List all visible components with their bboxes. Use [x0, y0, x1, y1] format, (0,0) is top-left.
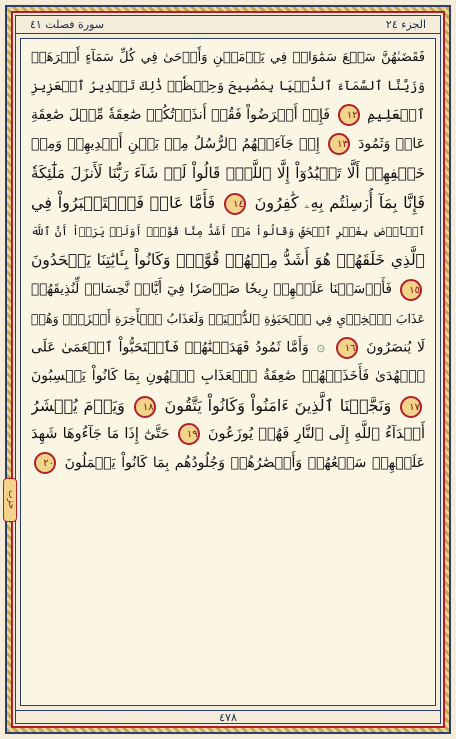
verse-text: فَقَضَىٰهُنَّ سَبۡعَ سَمَٰوَاتٖ فِي يَوۡمَيۡنِ وَأَوۡحَىٰ فِي كُلِّ سَمَآءٍ أَمۡرَهَاۚ — [31, 50, 425, 65]
ayah-number-marker: ١٢ — [338, 104, 360, 126]
verse-text: ٱلۡأَرۡضِ بِغَيۡرِ ٱلۡحَقِّ وَقَالُواْ مَنۡ أَشَدُّ مِنَّا قُوَّةًۖ أَوَلَمۡ يَرَوۡاْ أَنَّ ٱللَّهَ — [31, 225, 425, 238]
verse-line — [31, 304, 425, 333]
verse-text: فَإِنۡ أَعۡرَضُواْ فَقُلۡ أَنذَرۡتُكُمۡ صَٰعِقَةٗ مِّثۡلَ صَٰعِقَةِ — [31, 107, 330, 123]
ayah-number-marker: ١٨ — [134, 396, 156, 418]
verse-text: ٱلَّذِي خَلَقَهُمۡ هُوَ أَشَدُّ مِنۡهُمۡ قُوَّةٗۖ وَكَانُواْ بِـَٔايَٰتِنَا يَجۡحَدُونَ — [31, 251, 425, 269]
verse-line — [31, 246, 425, 275]
page-footer — [16, 710, 440, 724]
ayah-number-marker: ١٩ — [178, 423, 200, 445]
verse-line — [31, 275, 425, 304]
verse-line — [31, 43, 425, 72]
verse-line — [31, 72, 425, 101]
verse-text: إِذۡ جَآءَتۡهُمُ ٱلرُّسُلُ مِنۢ بَيۡنِ أَيۡدِيهِمۡ وَمِنۡ — [31, 136, 320, 152]
verse-text: عَذَابَ ٱلۡخِزۡيِ فِي ٱلۡحَيَوٰةِ ٱلدُّنۡيَاۖ وَلَعَذَابُ ٱلۡأٓخِرَةِ أَخۡزَىٰۖ وَهُمۡ — [31, 311, 425, 326]
verse-text: فَأَمَّا عَادٞ فَٱسۡتَكۡبَرُواْ فِي — [31, 193, 216, 212]
verse-text: خَلۡفِهِمۡ أَلَّا تَعۡبُدُوٓاْ إِلَّا ٱللَّهَۖ قَالُواْ لَوۡ شَآءَ رَبُّنَا لَأَنزَلَ مَلَٰٓئِكَةٗ — [31, 164, 425, 182]
ayah-number-marker: ١٦ — [336, 337, 358, 359]
verse-line — [31, 130, 425, 159]
ayah-number-marker: ١٣ — [328, 133, 350, 155]
quran-text-area — [20, 38, 436, 706]
page-header — [16, 16, 440, 34]
verse-text: حَتَّىٰٓ إِذَا مَا جَآءُوهَا شَهِدَ — [31, 426, 170, 442]
verse-text: وَأَمَّا ثَمُودُ فَهَدَيۡنَٰهُمۡ فَٱسۡتَحَبُّواْ ٱلۡعَمَىٰ عَلَى — [31, 339, 309, 356]
verse-text: وَزَيَّنَّا ٱلسَّمَآءَ ٱلدُّنۡيَا بِمَصَٰبِيحَ وَحِفۡظٗاۚ ذَٰلِكَ تَقۡدِيرُ ٱلۡعَزِيزِ — [31, 79, 425, 94]
verse-text: فَأَرۡسَلۡنَا عَلَيۡهِمۡ رِيحٗا صَرۡصَرٗا فِيٓ أَيَّامٖ نَّحِسَاتٖ لِّنُذِيقَهُمۡ — [31, 281, 392, 297]
verse-line — [31, 159, 425, 188]
verse-line — [31, 391, 425, 420]
verse-text: أَعۡدَآءُ ٱللَّهِ إِلَى ٱلنَّارِ فَهُمۡ يُوزَعُونَ — [207, 426, 425, 442]
verse-text: عَادٖ وَثَمُودَ — [358, 136, 425, 152]
verse-text: لَا يُنصَرُونَ — [366, 339, 425, 356]
verse-line — [31, 333, 425, 362]
verse-text: وَيَوۡمَ يُحۡشَرُ — [31, 396, 125, 415]
ayah-number-marker: ١٥ — [400, 279, 422, 301]
verse-line — [31, 188, 425, 217]
verse-line — [31, 420, 425, 449]
ayah-number-marker: ١٤ — [224, 193, 246, 215]
juz-label: الجزء ٢٤ — [385, 18, 426, 31]
verse-text: فَإِنَّا بِمَآ أُرۡسِلۡتُم بِهِۦ كَٰفِرُونَ — [254, 193, 425, 212]
rub-el-hizb-icon: ۞ — [316, 339, 325, 355]
ayah-number-marker: ٢٠ — [34, 452, 56, 474]
verse-line — [31, 101, 425, 130]
surah-label: سورة فصلت ٤١ — [30, 18, 105, 31]
verse-line — [31, 449, 425, 478]
page-number: ٤٧٨ — [219, 711, 237, 724]
verse-line — [31, 217, 425, 246]
verse-line — [31, 362, 425, 391]
ayah-number-marker: ١٧ — [400, 396, 422, 418]
verse-text: عَلَيۡهِمۡ سَمۡعُهُمۡ وَأَبۡصَٰرُهُمۡ وَجُلُودُهُم بِمَا كَانُواْ يَعۡمَلُونَ — [64, 455, 425, 471]
verse-text: وَنَجَّيۡنَا ٱلَّذِينَ ءَامَنُواْ وَكَانُواْ يَتَّقُونَ — [164, 396, 392, 415]
hizb-margin-marker: حزب — [3, 478, 17, 522]
verse-text: ٱلۡهُدَىٰ فَأَخَذَتۡهُمۡ صَٰعِقَةُ ٱلۡعَذَابِ ٱلۡهُونِ بِمَا كَانُواْ يَكۡسِبُونَ — [31, 368, 425, 384]
verse-text: ٱلۡعَلِيمِ — [367, 107, 425, 123]
